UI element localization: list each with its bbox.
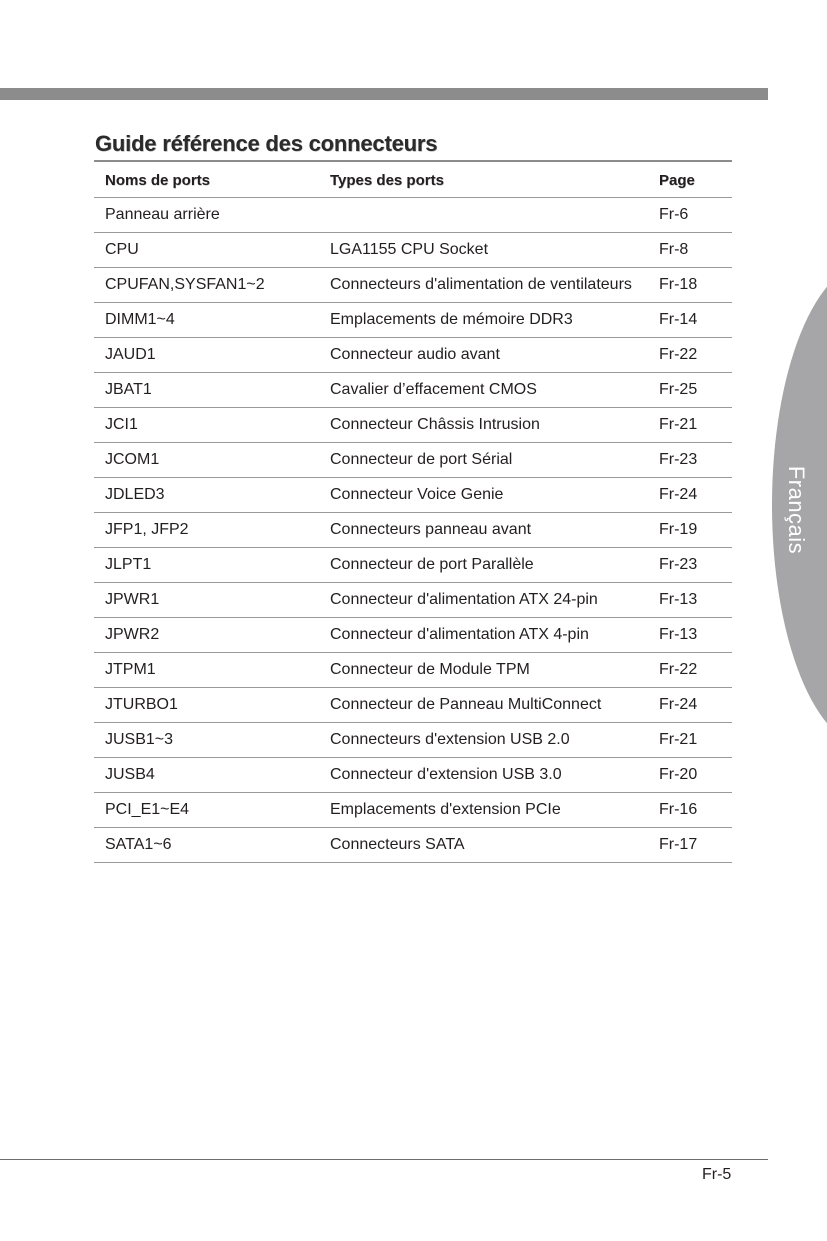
table-row xyxy=(94,268,732,303)
port-type-cell: Connecteurs SATA xyxy=(319,828,653,863)
table-row xyxy=(94,723,732,758)
language-tab-label: Français xyxy=(784,465,809,555)
port-type-cell: Connecteur de port Sérial xyxy=(319,443,653,478)
table-row xyxy=(94,443,732,478)
header-bar xyxy=(0,88,768,100)
page-ref-cell: Fr-23 xyxy=(653,443,732,478)
port-type-cell: Emplacements de mémoire DDR3 xyxy=(319,303,653,338)
page-ref-cell: Fr-17 xyxy=(653,828,732,863)
page-ref-cell: Fr-24 xyxy=(653,478,732,513)
table-row xyxy=(94,688,732,723)
port-type-cell: Connecteurs d'alimentation de ventilateurs xyxy=(319,268,653,303)
page-number: Fr-5 xyxy=(702,1166,732,1183)
table-row xyxy=(94,373,732,408)
port-name-cell: JBAT1 xyxy=(94,373,319,408)
port-name-cell: JUSB4 xyxy=(94,758,319,793)
page-ref-cell: Fr-24 xyxy=(653,688,732,723)
connector-reference-table xyxy=(94,163,732,863)
page-ref-cell: Fr-19 xyxy=(653,513,732,548)
table-row xyxy=(94,583,732,618)
port-type-cell: Connecteur de port Parallèle xyxy=(319,548,653,583)
port-type-cell: Connecteur d'alimentation ATX 4-pin xyxy=(319,618,653,653)
table-row xyxy=(94,338,732,373)
port-name-cell: JTPM1 xyxy=(94,653,319,688)
table-row xyxy=(94,478,732,513)
page-ref-cell: Fr-13 xyxy=(653,618,732,653)
port-name-cell: JAUD1 xyxy=(94,338,319,373)
page-ref-cell: Fr-16 xyxy=(653,793,732,828)
page-ref-cell: Fr-6 xyxy=(653,198,732,233)
port-name-cell: JDLED3 xyxy=(94,478,319,513)
page-ref-cell: Fr-13 xyxy=(653,583,732,618)
page-ref-cell: Fr-21 xyxy=(653,408,732,443)
table-row xyxy=(94,618,732,653)
port-type-cell: Connecteur Voice Genie xyxy=(319,478,653,513)
table-row xyxy=(94,548,732,583)
header-page: Page xyxy=(653,163,732,198)
port-type-cell: Connecteur Châssis Intrusion xyxy=(319,408,653,443)
port-name-cell: CPU xyxy=(94,233,319,268)
page-ref-cell: Fr-23 xyxy=(653,548,732,583)
port-name-cell: JLPT1 xyxy=(94,548,319,583)
page-ref-cell: Fr-25 xyxy=(653,373,732,408)
header-port-type: Types des ports xyxy=(319,163,653,198)
port-type-cell xyxy=(319,198,653,233)
page-ref-cell: Fr-22 xyxy=(653,653,732,688)
page-title: Guide référence des connecteurs xyxy=(95,131,438,156)
port-name-cell: DIMM1~4 xyxy=(94,303,319,338)
port-type-cell: Connecteur audio avant xyxy=(319,338,653,373)
footer-rule xyxy=(0,1159,768,1160)
table-row xyxy=(94,793,732,828)
table-row xyxy=(94,513,732,548)
port-type-cell: Connecteur de Module TPM xyxy=(319,653,653,688)
table-body xyxy=(94,198,732,863)
table-row xyxy=(94,758,732,793)
port-type-cell: Cavalier d’effacement CMOS xyxy=(319,373,653,408)
page-ref-cell: Fr-14 xyxy=(653,303,732,338)
port-type-cell: Connecteur d'alimentation ATX 24-pin xyxy=(319,583,653,618)
port-type-cell: LGA1155 CPU Socket xyxy=(319,233,653,268)
port-type-cell: Connecteur de Panneau MultiConnect xyxy=(319,688,653,723)
port-name-cell: SATA1~6 xyxy=(94,828,319,863)
table-row xyxy=(94,198,732,233)
port-name-cell: JUSB1~3 xyxy=(94,723,319,758)
table-row xyxy=(94,233,732,268)
port-type-cell: Connecteurs d'extension USB 2.0 xyxy=(319,723,653,758)
port-name-cell: JFP1, JFP2 xyxy=(94,513,319,548)
table-row xyxy=(94,653,732,688)
table-header-row xyxy=(94,163,732,198)
port-name-cell: PCI_E1~E4 xyxy=(94,793,319,828)
page-ref-cell: Fr-22 xyxy=(653,338,732,373)
table-row xyxy=(94,828,732,863)
port-name-cell: CPUFAN,SYSFAN1~2 xyxy=(94,268,319,303)
port-name-cell: Panneau arrière xyxy=(94,198,319,233)
port-type-cell: Emplacements d'extension PCIe xyxy=(319,793,653,828)
page-ref-cell: Fr-8 xyxy=(653,233,732,268)
port-name-cell: JCOM1 xyxy=(94,443,319,478)
page-ref-cell: Fr-18 xyxy=(653,268,732,303)
port-type-cell: Connecteur d'extension USB 3.0 xyxy=(319,758,653,793)
page-ref-cell: Fr-21 xyxy=(653,723,732,758)
header-port-name: Noms de ports xyxy=(94,163,319,198)
port-name-cell: JPWR2 xyxy=(94,618,319,653)
port-name-cell: JPWR1 xyxy=(94,583,319,618)
page-ref-cell: Fr-20 xyxy=(653,758,732,793)
table-row xyxy=(94,303,732,338)
table-row xyxy=(94,408,732,443)
port-name-cell: JTURBO1 xyxy=(94,688,319,723)
title-underline xyxy=(94,160,732,162)
port-name-cell: JCI1 xyxy=(94,408,319,443)
port-type-cell: Connecteurs panneau avant xyxy=(319,513,653,548)
